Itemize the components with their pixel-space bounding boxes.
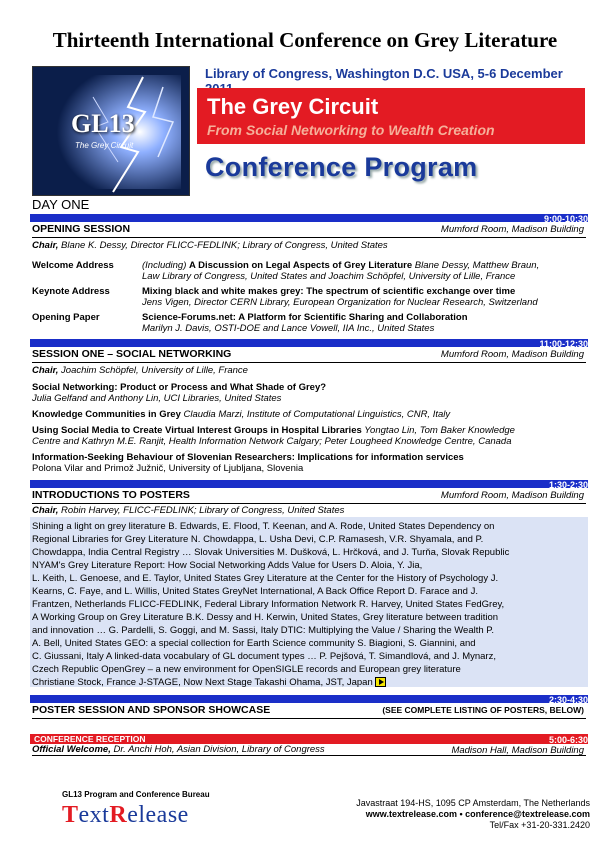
reception-heading: CONFERENCE RECEPTION: [34, 734, 146, 744]
session-one-header: [32, 348, 586, 363]
bureau-label: GL13 Program and Conference Bureau: [62, 790, 210, 799]
opening-time-band: [30, 214, 588, 222]
poster-line: NYAM's Grey Literature Report: How Social Networking Adds Value for Users D. Aloia, Y. Jia,: [32, 560, 423, 571]
poster-line: Chowdappa, India Central Registry … Slovak Universities M. Dušková, L. Hrčková, and J. Turňa, Slovak Republic: [32, 547, 510, 558]
conference-cover-image: [32, 66, 190, 196]
session-one-time: 11:00-12:30: [539, 339, 588, 349]
chair-label: Chair,: [32, 240, 59, 251]
reception-room: Madison Hall, Madison Building: [451, 745, 584, 756]
poster-line: A Working Group on Grey Literature B.K. Dessy and H. Kerwin, United States, Grey literature between tradition: [32, 612, 499, 623]
web-email-line[interactable]: www.textrelease.com • conference@textrelease.com: [365, 809, 590, 819]
paper-title: Social Networking: Product or Process and What Shade of Grey?: [32, 382, 327, 393]
opening-paper-authors: Marilyn J. Davis, OSTI-DOE and Lance Vowell, IIA Inc., United States: [142, 323, 435, 334]
session-one-time-band: [30, 339, 588, 347]
address-line: Javastraat 194-HS, 1095 CP Amsterdam, The Netherlands: [356, 798, 590, 808]
cover-logo: GL13: [71, 109, 135, 138]
chair-name: Joachim Schöpfel, University of Lille, France: [58, 365, 248, 376]
section-heading: INTRODUCTIONS TO POSTERS: [32, 489, 190, 501]
logo-part: elease: [127, 802, 189, 828]
logo-part: R: [109, 802, 128, 828]
poster-line: Frantzen, Netherlands FLICC-FEDLINK, Federal Library Information Network R. Harvey, United States FedGrey,: [32, 599, 505, 610]
welcome-prefix: (Including): [142, 260, 189, 271]
contact-block: [356, 798, 590, 831]
reception-row: [32, 744, 586, 756]
poster-line: Shining a light on grey literature B. Edwards, E. Flood, T. Keenan, and A. Rode, United States Dependency on: [32, 521, 495, 532]
theme-subtitle: From Social Networking to Wealth Creation: [207, 122, 495, 138]
logo-part: ext: [78, 802, 110, 828]
section-room: Mumford Room, Madison Building: [440, 349, 584, 360]
paper-authors: Julia Gelfand and Anthony Lin, UCI Libraries, United States: [32, 393, 282, 404]
poster-line: [32, 677, 386, 688]
day-label: DAY ONE: [32, 197, 90, 212]
location-line: Library of Congress, Washington D.C. USA, 5-6 December: [205, 66, 563, 81]
welcome-row: [32, 744, 325, 755]
next-arrow-icon[interactable]: [375, 677, 386, 687]
poster-note: (SEE COMPLETE LISTING OF POSTERS, BELOW): [382, 705, 584, 715]
opening-paper-label: Opening Paper: [32, 312, 100, 323]
opening-session-header: [32, 223, 586, 238]
paper-title: Knowledge Communities in Grey: [32, 409, 181, 420]
welcome-speaker: Dr. Anchi Hoh, Asian Division, Library of Congress: [110, 744, 325, 755]
keynote-title: Mixing black and white makes grey: The spectrum of scientific exchange over time: [142, 286, 516, 297]
section-room: Mumford Room, Madison Building: [440, 490, 584, 501]
theme-title: The Grey Circuit: [207, 94, 379, 119]
paper-authors: Centre and Kathryn M.E. Ranjit, Health Information Network Calgary; Peter Lougheed Knowledge Centre, Canada: [32, 436, 512, 447]
paper-entry: [32, 425, 515, 436]
welcome-label: Official Welcome,: [32, 744, 111, 755]
paper-authors: Polona Vilar and Primož Južnič, University of Ljubljana, Slovenia: [32, 463, 304, 474]
posters-chair: [32, 505, 344, 516]
opening-chair: [32, 240, 388, 251]
section-heading: POSTER SESSION AND SPONSOR SHOWCASE: [32, 704, 271, 716]
poster-line: L. Keith, L. Genoese, and E. Taylor, United States Grey Literature at the Center for the History of Psychology J.: [32, 573, 499, 584]
cover-caption: The Grey Circuit: [75, 141, 134, 150]
textrelease-logo: [62, 802, 189, 829]
welcome-label: Welcome Address: [32, 260, 114, 271]
paper-authors: Claudia Marzi, Institute of Computational Linguistics, CNR, Italy: [180, 409, 451, 420]
poster-line: A. Bell, United States GEO: a special collection for Earth Science community S. Biagioni, S. Giannini, and: [32, 638, 476, 649]
posters-time: 1:30-2:30: [548, 480, 588, 490]
poster-session-header: [32, 704, 586, 719]
section-room: Mumford Room, Madison Building: [440, 224, 584, 235]
section-heading: OPENING SESSION: [32, 223, 131, 235]
chair-name: Robin Harvey, FLICC-FEDLINK; Library of Congress, United States: [58, 505, 345, 516]
poster-line-text: Christiane Stock, France J-STAGE, Now Next Stage Takashi Ohama, JST, Japan: [32, 677, 373, 688]
session-one-chair: [32, 365, 248, 376]
section-heading: SESSION ONE – SOCIAL NETWORKING: [32, 348, 232, 360]
opening-time: 9:00-10:30: [543, 214, 588, 224]
keynote-label: Keynote Address: [32, 286, 110, 297]
paper-authors: Yongtao Lin, Tom Baker Knowledge: [361, 425, 515, 436]
poster-line: Kearns, C. Faye, and L. Willis, United States GreyNet International, A Back Office Report D. Farace and J.: [32, 586, 478, 597]
poster-line: Regional Libraries for Grey Literature N. Chowdappa, L. Usha Devi, C.P. Ramasesh, V.R. Shyamala, and P.: [32, 534, 484, 545]
chair-label: Chair,: [32, 505, 59, 516]
paper-title: Information-Seeking Behaviour of Slovenian Researchers: Implications for information services: [32, 452, 464, 463]
reception-time: 5:00-6:30: [548, 735, 588, 745]
welcome-line-2: Law Library of Congress, United States and Joachim Schöpfel, University of Lille, France: [142, 271, 516, 282]
poster-session-time-band: [30, 695, 588, 703]
paper-title: Using Social Media to Create Virtual Interest Groups in Hospital Libraries: [32, 425, 362, 436]
poster-line: C. Giussani, Italy A linked-data vocabulary of GL document types … P. Pejšová, T. Simandlová, and J. Mynarz,: [32, 651, 496, 662]
welcome-authors: Blane Dessy, Matthew Braun,: [412, 260, 540, 271]
keynote-speaker: Jens Vigen, Director CERN Library, European Organization for Nuclear Research, Switzerland: [142, 297, 538, 308]
welcome-title: A Discussion on Legal Aspects of Grey Literature: [189, 260, 413, 271]
phone-line: Tel/Fax +31-20-331.2420: [489, 820, 590, 830]
program-title: Conference Program: [205, 152, 478, 182]
poster-session-time: 2:30-4:30: [548, 695, 588, 705]
posters-time-band: [30, 480, 588, 488]
page-title: Thirteenth International Conference on Grey Literature: [52, 28, 558, 52]
welcome-line-1: [142, 260, 539, 271]
poster-line: Czech Republic OpenGrey – a new environment for OpenSIGLE records and European grey literature: [32, 664, 461, 675]
paper-entry: [32, 409, 450, 420]
poster-line: and innovation … G. Pardelli, S. Goggi, and M. Sassi, Italy DTIC: Multiplying the Value / Sharing the Wealth P.: [32, 625, 495, 636]
logo-part: T: [62, 802, 79, 828]
posters-intro-header: [32, 489, 586, 504]
chair-name: Blane K. Dessy, Director FLICC-FEDLINK; Library of Congress, United States: [58, 240, 388, 251]
chair-label: Chair,: [32, 365, 59, 376]
opening-paper-title: Science-Forums.net: A Platform for Scientific Sharing and Collaboration: [142, 312, 468, 323]
